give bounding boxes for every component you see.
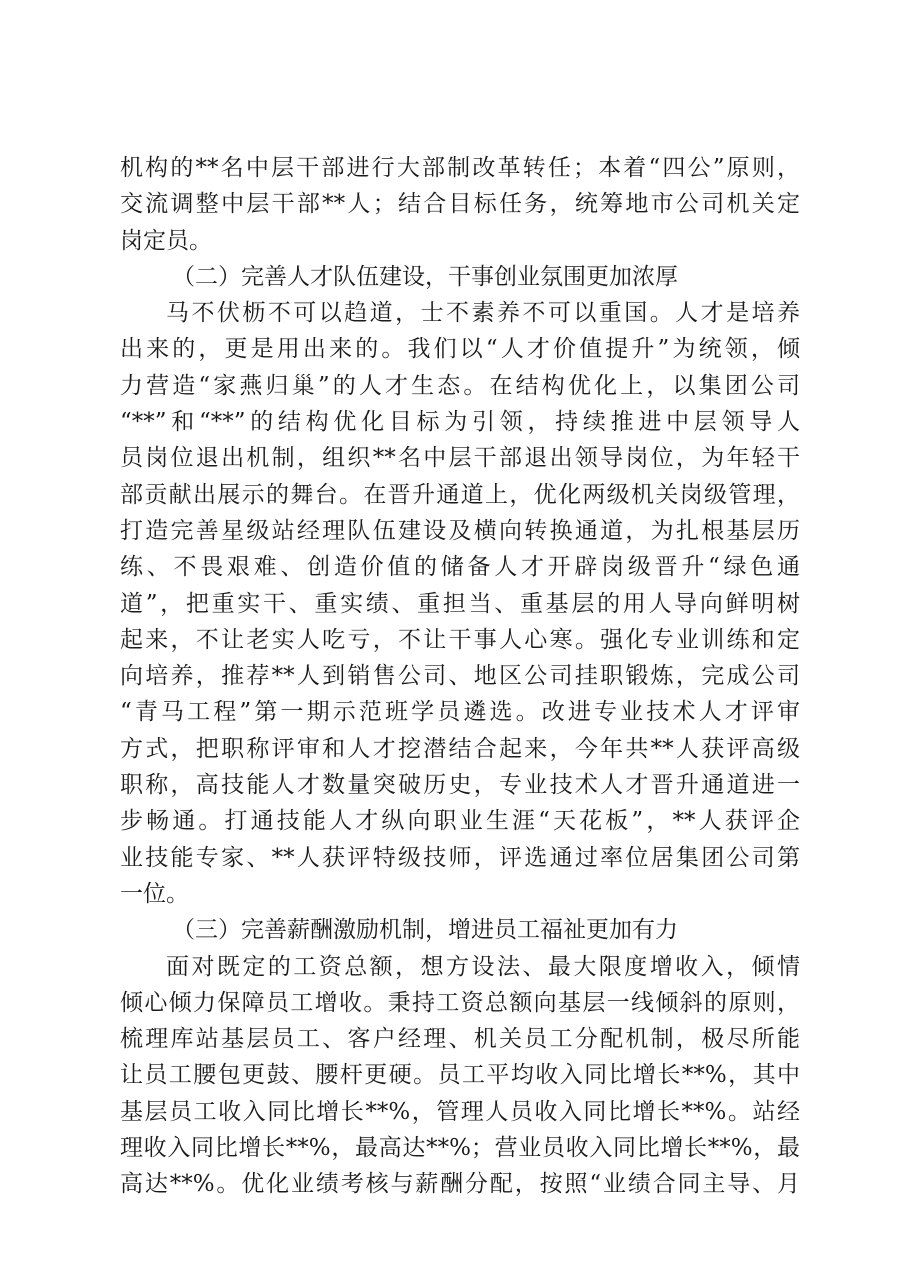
text-line: 出来的，更是用出来的。我们以“人才价值提升”为统领，倾 <box>120 336 800 363</box>
text-line: 业技能专家、**人获评特级技师，评选通过率位居集团公司第 <box>120 844 800 871</box>
text-line: 让员工腰包更鼓、腰杆更硬。员工平均收入同比增长**%，其中 <box>120 1062 800 1089</box>
section-heading: （三）完善薪酬激励机制，增进员工福祉更加有力 <box>172 917 678 944</box>
text-line: 面对既定的工资总额，想方设法、最大限度增收入，倾情 <box>166 953 800 980</box>
text-line: 基层员工收入同比增长**%，管理人员收入同比增长**%。站经 <box>120 1098 800 1125</box>
text-line: 一位。 <box>120 880 189 907</box>
text-line: 向培养，推荐**人到销售公司、地区公司挂职锻炼，完成公司 <box>120 663 800 690</box>
text-line: 方式，把职称评审和人才挖潜结合起来，今年共**人获评高级 <box>120 735 800 762</box>
text-line: 打造完善星级站经理队伍建设及横向转换通道，为扎根基层历 <box>120 517 800 544</box>
text-line: 高达**%。优化业绩考核与薪酬分配，按照“业绩合同主导、月 <box>120 1171 800 1198</box>
text-line: 起来，不让老实人吃亏，不让干事人心寒。强化专业训练和定 <box>120 626 800 653</box>
text-line: 部贡献出展示的舞台。在晋升通道上，优化两级机关岗级管理， <box>120 481 800 508</box>
text-line: 倾心倾力保障员工增收。秉持工资总额向基层一线倾斜的原则， <box>120 989 800 1016</box>
text-line: 岗定员。 <box>120 227 212 254</box>
text-line: 步畅通。打通技能人才纵向职业生涯“天花板”，**人获评企 <box>120 808 800 835</box>
text-line: 练、不畏艰难、创造价值的储备人才开辟岗级晋升“绿色通 <box>120 554 800 581</box>
text-line: 职称，高技能人才数量突破历史，专业技术人才晋升通道进一 <box>120 772 800 799</box>
text-line: 马不伏枥不可以趋道，士不素养不可以重国。人才是培养 <box>166 300 800 327</box>
text-line: “青马工程”第一期示范班学员遴选。改进专业技术人才评审 <box>120 699 800 726</box>
document-body <box>120 150 800 1203</box>
text-line: 交流调整中层干部**人；结合目标任务，统筹地市公司机关定 <box>120 191 800 218</box>
text-line: 力营造“家燕归巢”的人才生态。在结构优化上，以集团公司 <box>120 372 800 399</box>
text-line: 道”，把重实干、重实绩、重担当、重基层的用人导向鲜明树 <box>120 590 800 617</box>
text-line: 机构的**名中层干部进行大部制改革转任；本着“四公”原则， <box>120 155 800 181</box>
text-line: 员岗位退出机制，组织**名中层干部退出领导岗位，为年轻干 <box>120 445 800 472</box>
text-line: “**”和“**”的结构优化目标为引领，持续推进中层领导人 <box>120 409 800 436</box>
section-heading: （二）完善人才队伍建设，干事创业氛围更加浓厚 <box>172 263 678 290</box>
text-line: 梳理库站基层员工、客户经理、机关员工分配机制，极尽所能 <box>120 1026 800 1053</box>
text-line: 理收入同比增长**%，最高达**%；营业员收入同比增长**%，最 <box>120 1135 800 1162</box>
